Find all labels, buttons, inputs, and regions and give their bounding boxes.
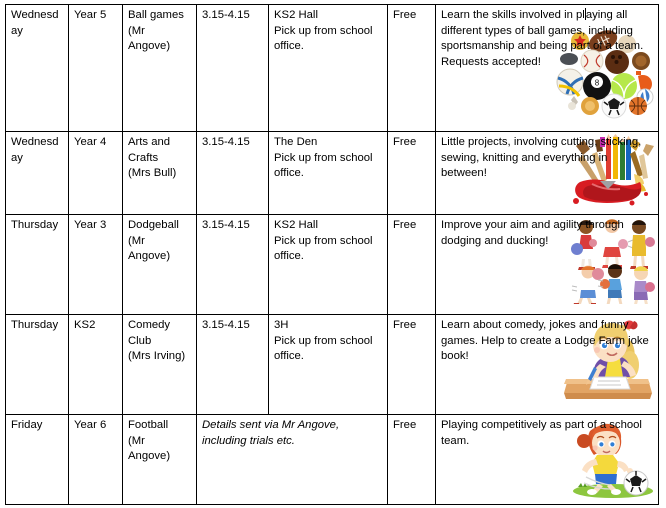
cell-cost <box>388 215 436 315</box>
time-value: 3.15-4.15 <box>202 319 250 331</box>
club-lead-line1: (Mr <box>128 24 145 37</box>
table-row <box>6 5 659 132</box>
time-value: 3.15-4.15 <box>202 219 250 231</box>
description-text: Learn the skills involved in playing all different types of ball games, including sportsmanship and being part of a team. Requests accepted! <box>441 9 644 68</box>
cell-club <box>123 5 197 132</box>
club-lead-line1: (Mr <box>128 234 145 247</box>
place-name: KS2 Hall <box>274 219 318 231</box>
cost-value: Free <box>393 419 417 431</box>
year-value: Year 3 <box>74 219 107 231</box>
cell-year <box>69 132 123 215</box>
cell-club <box>123 315 197 415</box>
description-text: Little projects, involving cutting, sticking, sewing, knitting and everything in between! <box>441 136 642 179</box>
club-lead-line2: Angove) <box>128 40 171 52</box>
place-note: Pick up from school office. <box>274 151 373 179</box>
cell-cost <box>388 5 436 132</box>
place-note: Pick up from school office. <box>274 234 373 262</box>
day-value: Wednesday <box>11 136 59 164</box>
cell-cost <box>388 415 436 505</box>
cell-year <box>69 315 123 415</box>
club-lead-line1: (Mrs Irving) <box>128 350 186 362</box>
clubs-timetable-table <box>5 4 659 505</box>
place-note: Pick up from school office. <box>274 24 373 52</box>
cell-year <box>69 415 123 505</box>
day-value: Wednesday <box>11 9 59 37</box>
cost-value: Free <box>393 136 417 148</box>
cell-day <box>6 315 69 415</box>
day-value: Thursday <box>11 319 59 331</box>
cell-year <box>69 215 123 315</box>
time-details-value: Details sent via Mr Angove, including trials etc. <box>202 419 340 447</box>
table-row <box>6 215 659 315</box>
cell-day <box>6 5 69 132</box>
year-value: Year 4 <box>74 136 107 148</box>
year-value: Year 5 <box>74 9 107 21</box>
cell-description <box>436 215 659 315</box>
cell-place <box>269 132 388 215</box>
cell-place <box>269 315 388 415</box>
cell-cost <box>388 315 436 415</box>
cell-description <box>436 5 659 132</box>
cell-place <box>269 215 388 315</box>
cell-club <box>123 132 197 215</box>
cell-place <box>269 5 388 132</box>
cell-time <box>197 5 269 132</box>
cell-club <box>123 215 197 315</box>
text-cursor-caret <box>585 8 586 20</box>
cell-club <box>123 415 197 505</box>
cell-description <box>436 315 659 415</box>
year-value: KS2 <box>74 319 96 331</box>
club-lead-line2: Angove) <box>128 450 171 462</box>
place-name: 3H <box>274 319 289 331</box>
cell-time-details <box>197 415 388 505</box>
club-lead-line2: Angove) <box>128 250 171 262</box>
time-value: 3.15-4.15 <box>202 9 250 21</box>
cell-time <box>197 315 269 415</box>
time-value: 3.15-4.15 <box>202 136 250 148</box>
club-name: Dodgeball <box>128 219 179 231</box>
description-text: Improve your aim and agility through dodging and ducking! <box>441 219 624 247</box>
club-name: Comedy Club <box>128 319 171 347</box>
cell-year <box>69 5 123 132</box>
cell-time <box>197 215 269 315</box>
table-row <box>6 415 659 505</box>
cell-time <box>197 132 269 215</box>
club-name: Ball games <box>128 9 184 21</box>
day-value: Thursday <box>11 219 59 231</box>
cell-day <box>6 415 69 505</box>
cell-cost <box>388 132 436 215</box>
place-name: KS2 Hall <box>274 9 318 21</box>
description-text: Playing competitively as part of a school team. <box>441 419 642 447</box>
description-text: Learn about comedy, jokes and funny games. Help to create a Lodge Farm joke book! <box>441 319 649 362</box>
cell-day <box>6 215 69 315</box>
year-value: Year 6 <box>74 419 107 431</box>
day-value: Friday <box>11 419 43 431</box>
cost-value: Free <box>393 9 417 21</box>
club-name: Football <box>128 419 169 431</box>
place-note: Pick up from school office. <box>274 334 373 362</box>
table-row <box>6 315 659 415</box>
place-name: The Den <box>274 136 318 148</box>
cell-description <box>436 415 659 505</box>
club-lead-line1: (Mrs Bull) <box>128 167 177 179</box>
club-lead-line1: (Mr <box>128 434 145 447</box>
club-name: Arts and Crafts <box>128 136 171 164</box>
table-row <box>6 132 659 215</box>
svg-text:8: 8 <box>594 78 600 88</box>
cost-value: Free <box>393 219 417 231</box>
cost-value: Free <box>393 319 417 331</box>
cell-day <box>6 132 69 215</box>
cell-description <box>436 132 659 215</box>
